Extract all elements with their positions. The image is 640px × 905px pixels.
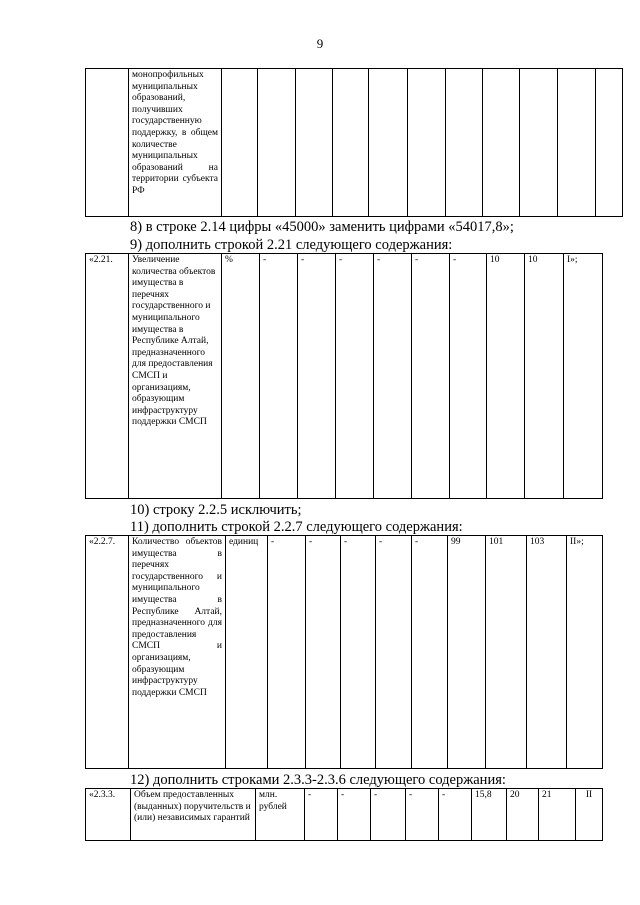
table-continuation	[85, 68, 623, 217]
value-cell	[558, 69, 596, 217]
value-cell	[596, 69, 623, 217]
value-cell: -	[376, 536, 412, 769]
table-row	[86, 789, 603, 841]
value-cell: -	[268, 536, 306, 769]
row-number	[86, 69, 129, 217]
value-cell: -	[341, 536, 376, 769]
value-cell: 101	[486, 536, 527, 769]
value-cell: 10	[525, 254, 564, 499]
indicator-name: Увеличение количества объектов имущества в перечнях государственного и муниципального имущества в Республике Алтай, предназначенного для предоставления СМСП и организациям, образующим инфраструктуру поддержки СМСП	[129, 254, 222, 499]
row-number: «2.3.3.	[86, 789, 131, 841]
indicator-name: Объем предоставленных (выданных) поручительств и (или) независимых гарантий	[131, 789, 256, 841]
value-cell: -	[406, 789, 439, 841]
value-cell: -	[306, 536, 341, 769]
value-cell: -	[412, 536, 448, 769]
table-row	[86, 536, 603, 769]
unit-cell: млн. рублей	[256, 789, 305, 841]
table-row-2-2-7	[85, 535, 603, 769]
unit-cell: %	[222, 254, 260, 499]
value-cell: 103	[527, 536, 567, 769]
value-cell	[408, 69, 446, 217]
value-cell: -	[305, 789, 338, 841]
value-cell: -	[374, 254, 412, 499]
value-cell: 10	[487, 254, 525, 499]
value-cell: 21	[539, 789, 576, 841]
row-number: «2.21.	[86, 254, 129, 499]
value-cell: -	[336, 254, 374, 499]
value-cell	[296, 69, 333, 217]
value-cell	[483, 69, 520, 217]
value-cell	[369, 69, 408, 217]
value-cell	[222, 69, 258, 217]
paragraph-12: 12) дополнить строками 2.3.3-2.3.6 следующего содержания:	[130, 772, 506, 788]
value-cell: II	[576, 789, 603, 841]
unit-cell: единиц	[226, 536, 268, 769]
page-number: 9	[316, 36, 324, 51]
value-cell: 15,8	[472, 789, 507, 841]
value-cell: -	[439, 789, 472, 841]
table-row	[86, 254, 603, 499]
value-cell: -	[450, 254, 487, 499]
value-cell: II»;	[567, 536, 603, 769]
value-cell: -	[260, 254, 298, 499]
paragraph-11: 11) дополнить строкой 2.2.7 следующего содержания:	[130, 519, 463, 535]
row-number: «2.2.7.	[86, 536, 129, 769]
paragraph-8: 8) в строке 2.14 цифры «45000» заменить цифрами «54017,8»;	[130, 219, 514, 235]
value-cell: 99	[448, 536, 486, 769]
value-cell: -	[298, 254, 336, 499]
value-cell	[520, 69, 558, 217]
value-cell: 20	[507, 789, 539, 841]
table-row-2-21	[85, 253, 603, 499]
value-cell	[333, 69, 369, 217]
table-row-2-3-3	[85, 788, 603, 841]
value-cell: I»;	[564, 254, 603, 499]
table-row	[86, 69, 623, 217]
value-cell: -	[412, 254, 450, 499]
paragraph-10: 10) строку 2.2.5 исключить;	[130, 502, 302, 518]
value-cell	[258, 69, 296, 217]
indicator-name: Количество объектов имущества в перечнях государственного и муниципального имущества в Республике Алтай, предназначенного для предоставления СМСП и организациям, образующим инфраструктуру поддержки СМСП	[129, 536, 226, 769]
indicator-name: монопрофильных муниципальных образований, получивших государственную поддержку, в общем количестве муниципальных образований на территории субъекта РФ	[129, 69, 222, 217]
value-cell	[446, 69, 483, 217]
value-cell: -	[371, 789, 406, 841]
value-cell: -	[338, 789, 371, 841]
paragraph-9: 9) дополнить строкой 2.21 следующего содержания:	[130, 237, 453, 253]
